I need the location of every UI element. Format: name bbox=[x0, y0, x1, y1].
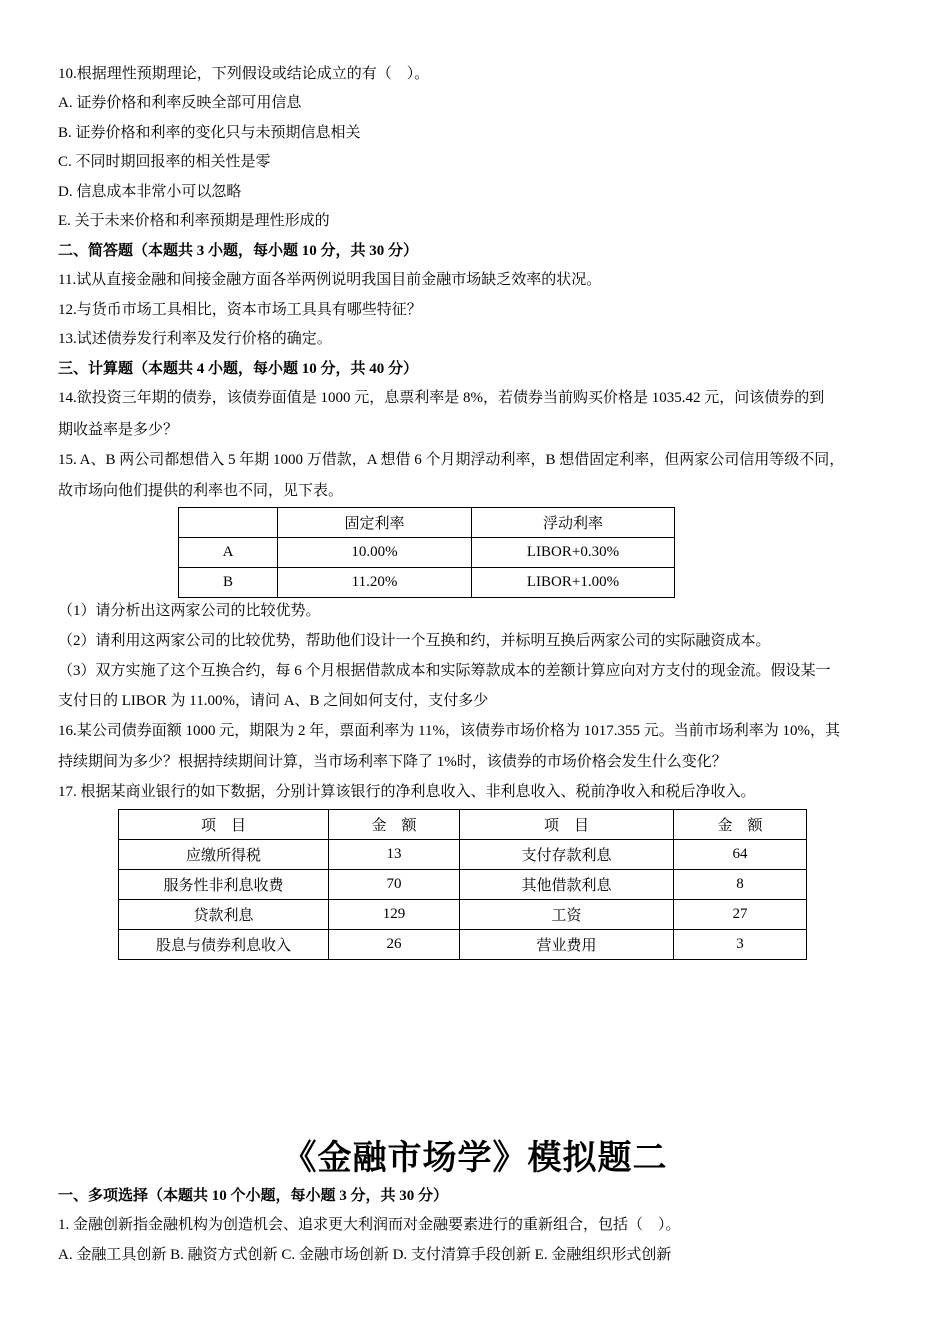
table-cell: LIBOR+0.30% bbox=[472, 538, 675, 568]
q10-option-c: C. 不同时期回报率的相关性是零 bbox=[58, 154, 271, 170]
table-cell: 支付存款利息 bbox=[460, 840, 674, 870]
q11: 11.试从直接金融和间接金融方面各举两例说明我国目前金融市场缺乏效率的状况。 bbox=[58, 272, 602, 288]
table-header-cell: 金 额 bbox=[674, 810, 807, 840]
table-cell: 其他借款利息 bbox=[460, 870, 674, 900]
table-cell: 10.00% bbox=[278, 538, 472, 568]
table-cell: 工资 bbox=[460, 900, 674, 930]
table-cell: A bbox=[179, 538, 278, 568]
q13: 13.试述债券发行利率及发行价格的确定。 bbox=[58, 331, 332, 347]
part2-q1-stem: 1. 金融创新指金融机构为创造机会、追求更大利润而对金融要素进行的重新组合，包括（ ）。 bbox=[58, 1217, 681, 1233]
exam-title: 《金融市场学》模拟题二 bbox=[282, 1140, 668, 1177]
q15-sub3-line1: （3）双方实施了这个互换合约，每 6 个月根据借款成本和实际筹款成本的差额计算应向对方支付的现金流。假设某一 bbox=[58, 663, 831, 679]
table-header-row bbox=[119, 810, 807, 840]
q15-sub2: （2）请利用这两家公司的比较优势，帮助他们设计一个互换和约，并标明互换后两家公司的实际融资成本。 bbox=[58, 633, 771, 649]
q17: 17. 根据某商业银行的如下数据，分别计算该银行的净利息收入、非利息收入、税前净收入和税后净收入。 bbox=[58, 784, 756, 800]
table-cell: 3 bbox=[674, 930, 807, 960]
table-cell: 应缴所得税 bbox=[119, 840, 329, 870]
table-row bbox=[119, 870, 807, 900]
bank-data-table bbox=[118, 809, 807, 960]
q15-sub1: （1）请分析出这两家公司的比较优势。 bbox=[58, 603, 321, 619]
section2-heading: 二、简答题（本题共 3 小题，每小题 10 分，共 30 分） bbox=[58, 243, 419, 259]
table-cell: 贷款利息 bbox=[119, 900, 329, 930]
part2-q1-options: A. 金融工具创新 B. 融资方式创新 C. 金融市场创新 D. 支付清算手段创新 E. 金融组织形式创新 bbox=[58, 1247, 672, 1263]
table-cell: 11.20% bbox=[278, 568, 472, 598]
table-cell: 8 bbox=[674, 870, 807, 900]
table-cell: 服务性非利息收费 bbox=[119, 870, 329, 900]
q16-line2: 持续期间为多少？根据持续期间计算，当市场利率下降了 1%时，该债券的市场价格会发生什么变化？ bbox=[58, 754, 727, 770]
table-cell: 27 bbox=[674, 900, 807, 930]
rate-table bbox=[178, 507, 675, 598]
table-cell: 64 bbox=[674, 840, 807, 870]
q15-line2: 故市场向他们提供的利率也不同，见下表。 bbox=[58, 483, 344, 499]
table-header-cell: 项 目 bbox=[119, 810, 329, 840]
table-cell: 129 bbox=[329, 900, 460, 930]
table-row bbox=[179, 568, 675, 598]
q10-stem: 10.根据理性预期理论，下列假设或结论成立的有（ ）。 bbox=[58, 66, 430, 82]
q10-option-d: D. 信息成本非常小可以忽略 bbox=[58, 184, 242, 200]
q15-sub3-line2: 支付日的 LIBOR 为 11.00%，请问 A、B 之间如何支付，支付多少 bbox=[58, 693, 489, 709]
table-cell: 13 bbox=[329, 840, 460, 870]
q10-option-a: A. 证券价格和利率反映全部可用信息 bbox=[58, 95, 302, 111]
table-row bbox=[119, 840, 807, 870]
q16-line1: 16.某公司债券面额 1000 元，期限为 2 年，票面利率为 11%，该债券市场价格为 1017.355 元。当前市场利率为 10%，其 bbox=[58, 723, 840, 739]
q10-option-b: B. 证券价格和利率的变化只与未预期信息相关 bbox=[58, 125, 361, 141]
table-row bbox=[119, 900, 807, 930]
part2-section1-heading: 一、多项选择（本题共 10 个小题，每小题 3 分，共 30 分） bbox=[58, 1188, 449, 1204]
table-cell: LIBOR+1.00% bbox=[472, 568, 675, 598]
table-cell: 股息与债券利息收入 bbox=[119, 930, 329, 960]
table-cell: B bbox=[179, 568, 278, 598]
q10-option-e: E. 关于未来价格和利率预期是理性形成的 bbox=[58, 213, 330, 229]
table-header-cell: 固定利率 bbox=[278, 508, 472, 538]
q14-line1: 14.欲投资三年期的债券，该债券面值是 1000 元，息票利率是 8%，若债券当前购买价格是 1035.42 元，问该债券的到 bbox=[58, 390, 825, 406]
q14-line2: 期收益率是多少？ bbox=[58, 422, 179, 438]
table-row bbox=[119, 930, 807, 960]
table-header-cell: 浮动利率 bbox=[472, 508, 675, 538]
table-header-cell bbox=[179, 508, 278, 538]
table-cell: 26 bbox=[329, 930, 460, 960]
table-header-cell: 项 目 bbox=[460, 810, 674, 840]
table-header-row bbox=[179, 508, 675, 538]
q12: 12.与货币市场工具相比，资本市场工具具有哪些特征？ bbox=[58, 302, 422, 318]
table-cell: 营业费用 bbox=[460, 930, 674, 960]
q15-line1: 15. A、B 两公司都想借入 5 年期 1000 万借款，A 想借 6 个月期浮动利率，B 想借固定利率，但两家公司信用等级不同， bbox=[58, 452, 845, 468]
table-row bbox=[179, 538, 675, 568]
section3-heading: 三、计算题（本题共 4 小题，每小题 10 分，共 40 分） bbox=[58, 361, 419, 377]
table-cell: 70 bbox=[329, 870, 460, 900]
table-header-cell: 金 额 bbox=[329, 810, 460, 840]
